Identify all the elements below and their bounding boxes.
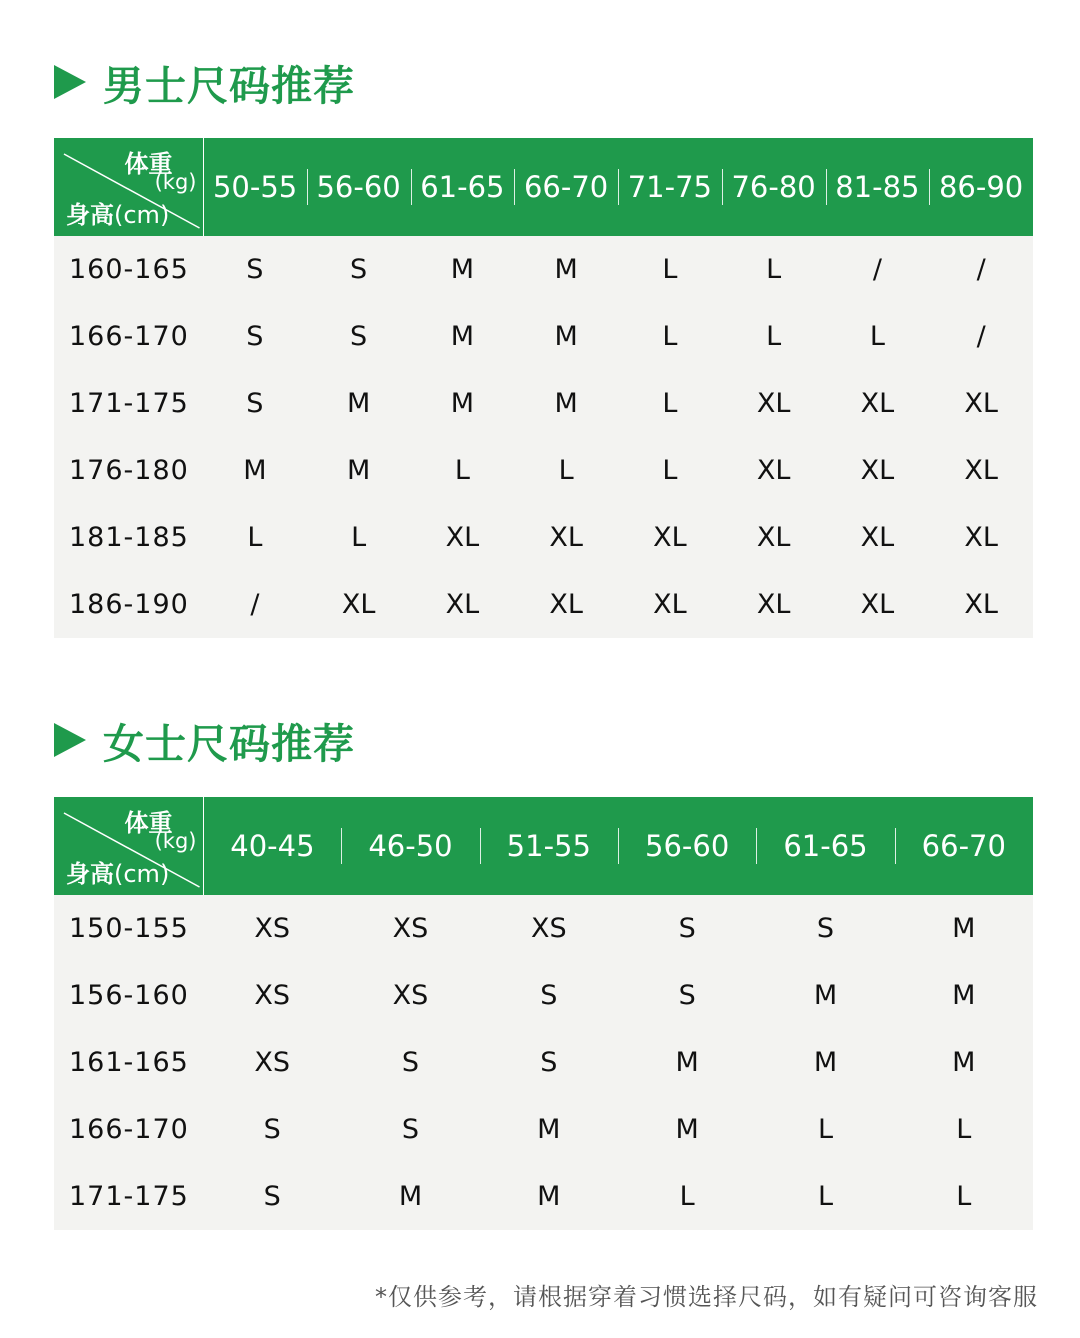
weight-range-header: 40-45 bbox=[230, 829, 315, 863]
weight-range-header: 50-55 bbox=[212, 170, 298, 204]
size-cell: M bbox=[952, 913, 976, 944]
size-cell: XL bbox=[756, 522, 791, 553]
size-cell: L bbox=[454, 455, 470, 486]
size-cell: M bbox=[346, 455, 371, 486]
men-size-table bbox=[54, 138, 1033, 638]
height-label: 身高(cm) bbox=[66, 860, 170, 888]
size-cell: XL bbox=[860, 522, 895, 553]
size-cell: S bbox=[350, 321, 368, 352]
table-row bbox=[54, 1163, 1033, 1230]
size-cell: XL bbox=[341, 589, 376, 620]
size-cell: L bbox=[558, 455, 574, 486]
height-range-cell: 150-155 bbox=[69, 913, 189, 944]
size-cell: XL bbox=[549, 522, 583, 553]
size-cell: XS bbox=[254, 913, 290, 944]
weight-unit-label: (kg) bbox=[154, 170, 197, 194]
table-row bbox=[54, 571, 1033, 638]
size-cell: L bbox=[956, 1114, 972, 1145]
size-cell: M bbox=[675, 1047, 699, 1078]
size-cell: XL bbox=[653, 522, 687, 553]
weight-range-header: 61-65 bbox=[411, 138, 515, 236]
size-cell: L bbox=[766, 321, 782, 352]
weight-range-header: 51-55 bbox=[480, 797, 618, 895]
size-cell: XL bbox=[964, 388, 998, 419]
size-cell: S bbox=[246, 321, 264, 352]
size-cell: S bbox=[816, 913, 835, 944]
height-range-cell: 166-170 bbox=[69, 1114, 189, 1145]
play-triangle-icon bbox=[54, 65, 86, 99]
height-range-cell: 161-165 bbox=[69, 1047, 189, 1078]
size-cell: XL bbox=[756, 388, 791, 419]
women-section-title bbox=[54, 710, 355, 770]
size-cell: L bbox=[662, 254, 678, 285]
size-cell: XL bbox=[860, 455, 895, 486]
size-cell: S bbox=[540, 1047, 558, 1078]
disclaimer-footnote: *仅供参考，请根据穿着习惯选择尺码，如有疑问可咨询客服 bbox=[375, 1283, 1038, 1311]
size-cell: XL bbox=[549, 589, 583, 620]
size-cell: L bbox=[817, 1181, 833, 1212]
women-size-table bbox=[54, 797, 1033, 1230]
weight-label: 体重 bbox=[124, 809, 173, 837]
size-cell: S bbox=[401, 1047, 420, 1078]
table-row bbox=[54, 236, 1033, 303]
size-cell: M bbox=[813, 980, 838, 1011]
weight-range-header: 86-90 bbox=[929, 138, 1033, 236]
size-cell: L bbox=[662, 388, 678, 419]
size-cell: S bbox=[263, 1114, 281, 1145]
size-cell: XS bbox=[254, 980, 290, 1011]
size-cell: M bbox=[554, 321, 578, 352]
size-cell: M bbox=[537, 1114, 561, 1145]
size-cell: M bbox=[450, 254, 475, 285]
play-triangle-icon bbox=[54, 723, 86, 757]
size-cell: M bbox=[952, 980, 976, 1011]
weight-range-header: 76-80 bbox=[722, 138, 826, 236]
size-cell: S bbox=[263, 1181, 281, 1212]
men-corner-cell bbox=[54, 138, 203, 236]
size-cell: S bbox=[540, 980, 558, 1011]
weight-range-header: 56-60 bbox=[618, 797, 756, 895]
size-cell: M bbox=[450, 388, 475, 419]
women-title-text: 女士尺码推荐 bbox=[103, 719, 355, 768]
size-cell: XS bbox=[531, 913, 567, 944]
women-header-row bbox=[54, 797, 1033, 895]
size-cell: / bbox=[872, 254, 882, 285]
size-cell: XL bbox=[964, 455, 998, 486]
size-cell: M bbox=[554, 388, 578, 419]
table-row bbox=[54, 504, 1033, 571]
size-cell: XL bbox=[445, 522, 480, 553]
weight-label: 体重 bbox=[124, 150, 173, 178]
weight-range-header: 56-60 bbox=[307, 138, 411, 236]
size-cell: S bbox=[678, 980, 696, 1011]
size-cell: S bbox=[678, 913, 696, 944]
height-range-cell: 166-170 bbox=[69, 321, 189, 352]
size-cell: L bbox=[351, 522, 367, 553]
size-cell: L bbox=[766, 254, 782, 285]
weight-range-header: 66-70 bbox=[514, 138, 618, 236]
weight-unit-label: (kg) bbox=[154, 829, 197, 853]
table-row bbox=[54, 895, 1033, 962]
size-cell: XL bbox=[653, 589, 687, 620]
table-row bbox=[54, 1029, 1033, 1096]
size-cell: M bbox=[537, 1181, 561, 1212]
size-cell: S bbox=[246, 388, 264, 419]
size-cell: XS bbox=[392, 913, 429, 944]
size-cell: XL bbox=[964, 522, 998, 553]
women-corner-cell bbox=[54, 797, 203, 895]
size-cell: S bbox=[246, 254, 264, 285]
weight-range-header: 61-65 bbox=[756, 797, 894, 895]
size-cell: / bbox=[976, 254, 986, 285]
height-range-cell: 171-175 bbox=[69, 388, 189, 419]
weight-range-header: 66-70 bbox=[895, 797, 1033, 895]
size-cell: L bbox=[817, 1114, 833, 1145]
size-cell: / bbox=[976, 321, 986, 352]
size-cell: XL bbox=[860, 388, 895, 419]
table-row bbox=[54, 370, 1033, 437]
size-cell: XL bbox=[756, 589, 791, 620]
size-cell: M bbox=[243, 455, 267, 486]
table-row bbox=[54, 962, 1033, 1029]
size-cell: L bbox=[679, 1181, 695, 1212]
weight-range-header: 46-50 bbox=[341, 797, 479, 895]
table-row bbox=[54, 1096, 1033, 1163]
size-cell: XL bbox=[756, 455, 791, 486]
size-cell: XS bbox=[392, 980, 429, 1011]
size-cell: XL bbox=[860, 589, 895, 620]
height-range-cell: 176-180 bbox=[69, 455, 189, 486]
men-header-row bbox=[54, 138, 1033, 236]
men-title-text: 男士尺码推荐 bbox=[103, 61, 355, 110]
size-cell: M bbox=[813, 1047, 838, 1078]
size-cell: L bbox=[247, 522, 263, 553]
size-cell: L bbox=[662, 321, 678, 352]
size-cell: L bbox=[662, 455, 678, 486]
height-label: 身高(cm) bbox=[66, 201, 170, 229]
size-cell: M bbox=[675, 1114, 699, 1145]
height-range-cell: 181-185 bbox=[69, 522, 189, 553]
size-cell: L bbox=[869, 321, 885, 352]
table-row bbox=[54, 303, 1033, 370]
size-cell: S bbox=[401, 1114, 420, 1145]
weight-range-header: 81-85 bbox=[826, 138, 930, 236]
height-range-cell: 186-190 bbox=[69, 589, 189, 620]
size-cell: M bbox=[952, 1047, 976, 1078]
size-cell: M bbox=[554, 254, 578, 285]
size-cell: S bbox=[350, 254, 368, 285]
men-section-title bbox=[54, 52, 355, 112]
size-cell: M bbox=[398, 1181, 423, 1212]
height-range-cell: 160-165 bbox=[69, 254, 189, 285]
size-cell: XS bbox=[254, 1047, 290, 1078]
height-range-cell: 171-175 bbox=[69, 1181, 189, 1212]
size-cell: M bbox=[346, 388, 371, 419]
table-row bbox=[54, 437, 1033, 504]
height-range-cell: 156-160 bbox=[69, 980, 189, 1011]
size-cell: / bbox=[250, 589, 260, 620]
weight-range-header: 71-75 bbox=[618, 138, 722, 236]
size-cell: XL bbox=[445, 589, 480, 620]
size-cell: XL bbox=[964, 589, 998, 620]
size-cell: M bbox=[450, 321, 475, 352]
size-cell: L bbox=[956, 1181, 972, 1212]
